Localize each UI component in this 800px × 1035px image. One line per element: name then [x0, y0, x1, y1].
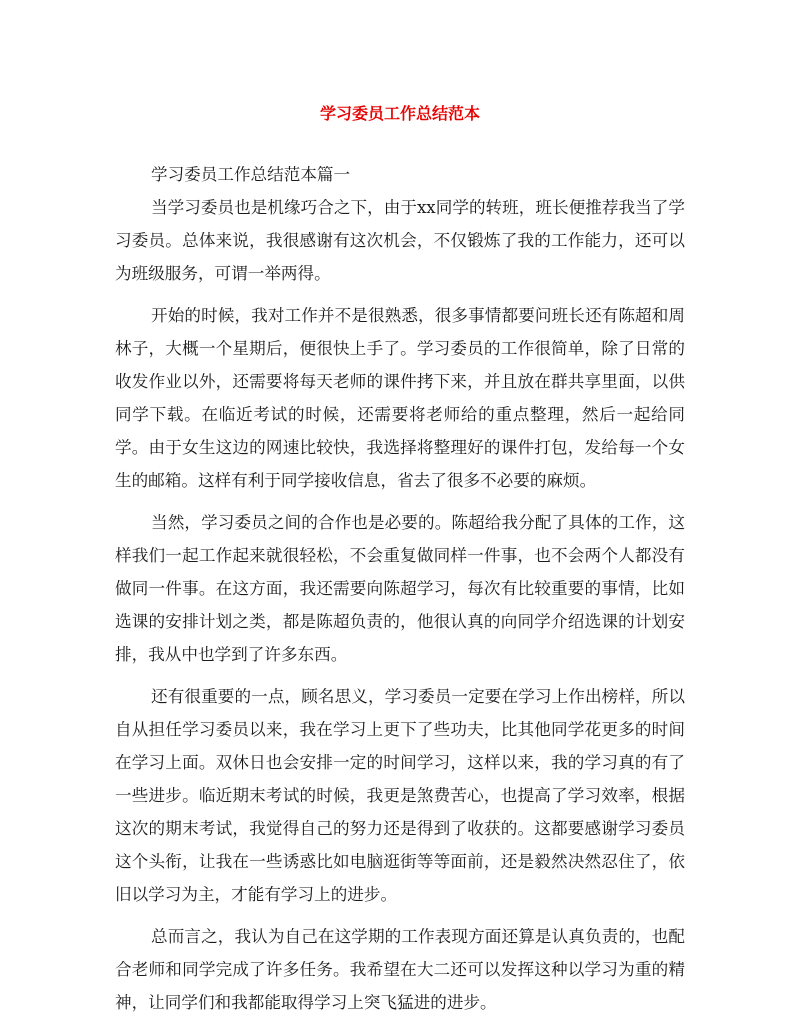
paragraph-1: 当学习委员也是机缘巧合之下，由于xx同学的转班，班长便推荐我当了学习委员。总体来说，我很感谢有这次机会，不仅锻炼了我的工作能力，还可以为班级服务，可谓一举两得。	[115, 198, 685, 283]
paragraph-5: 总而言之，我认为自己在这学期的工作表现方面还算是认真负责的，也配合老师和同学完成了许多任务。我希望在大二还可以发挥这种以学习为重的精神，让同学们和我都能取得学习上突飞猛进的进步。	[115, 927, 685, 1012]
paragraph-4: 还有很重要的一点，顾名思义，学习委员一定要在学习上作出榜样，所以自从担任学习委员以来，我在学习上更下了些功夫，比其他同学花更多的时间在学习上面。双休日也会安排一定的时间学习，这样以来，我的学习真的有了一些进步。临近期末考试的时候，我更是煞费苦心，也提高了学习效率，根据这次的期末考试，我觉得自己的努力还是得到了收获的。这都要感谢学习委员这个头衔，让我在一些诱惑比如电脑逛街等等面前，还是毅然决然忍住了，依旧以学习为主，才能有学习上的进步。	[115, 687, 685, 904]
section-heading: 学习委员工作总结范本篇一	[151, 165, 351, 184]
paragraph-2: 开始的时候，我对工作并不是很熟悉，很多事情都要问班长还有陈超和周林子，大概一个星期后，便很快上手了。学习委员的工作很简单，除了日常的收发作业以外，还需要将每天老师的课件拷下来，并且放在群共享里面，以供同学下载。在临近考试的时候，还需要将老师给的重点整理，然后一起给同学。由于女生这边的网速比较快，我选择将整理好的课件打包，发给每一个女生的邮箱。这样有利于同学接收信息，省去了很多不必要的麻烦。	[115, 306, 685, 490]
document-title: 学习委员工作总结范本	[319, 104, 480, 123]
paragraph-3: 当然，学习委员之间的合作也是必要的。陈超给我分配了具体的工作，这样我们一起工作起来就很轻松，不会重复做同样一件事，也不会两个人都没有做同一件事。在这方面，我还需要向陈超学习，每次有比较重要的事情，比如选课的安排计划之类，都是陈超负责的，他很认真的向同学介绍选课的计划安排，我从中也学到了许多东西。	[115, 513, 685, 664]
document-body	[115, 158, 685, 1028]
